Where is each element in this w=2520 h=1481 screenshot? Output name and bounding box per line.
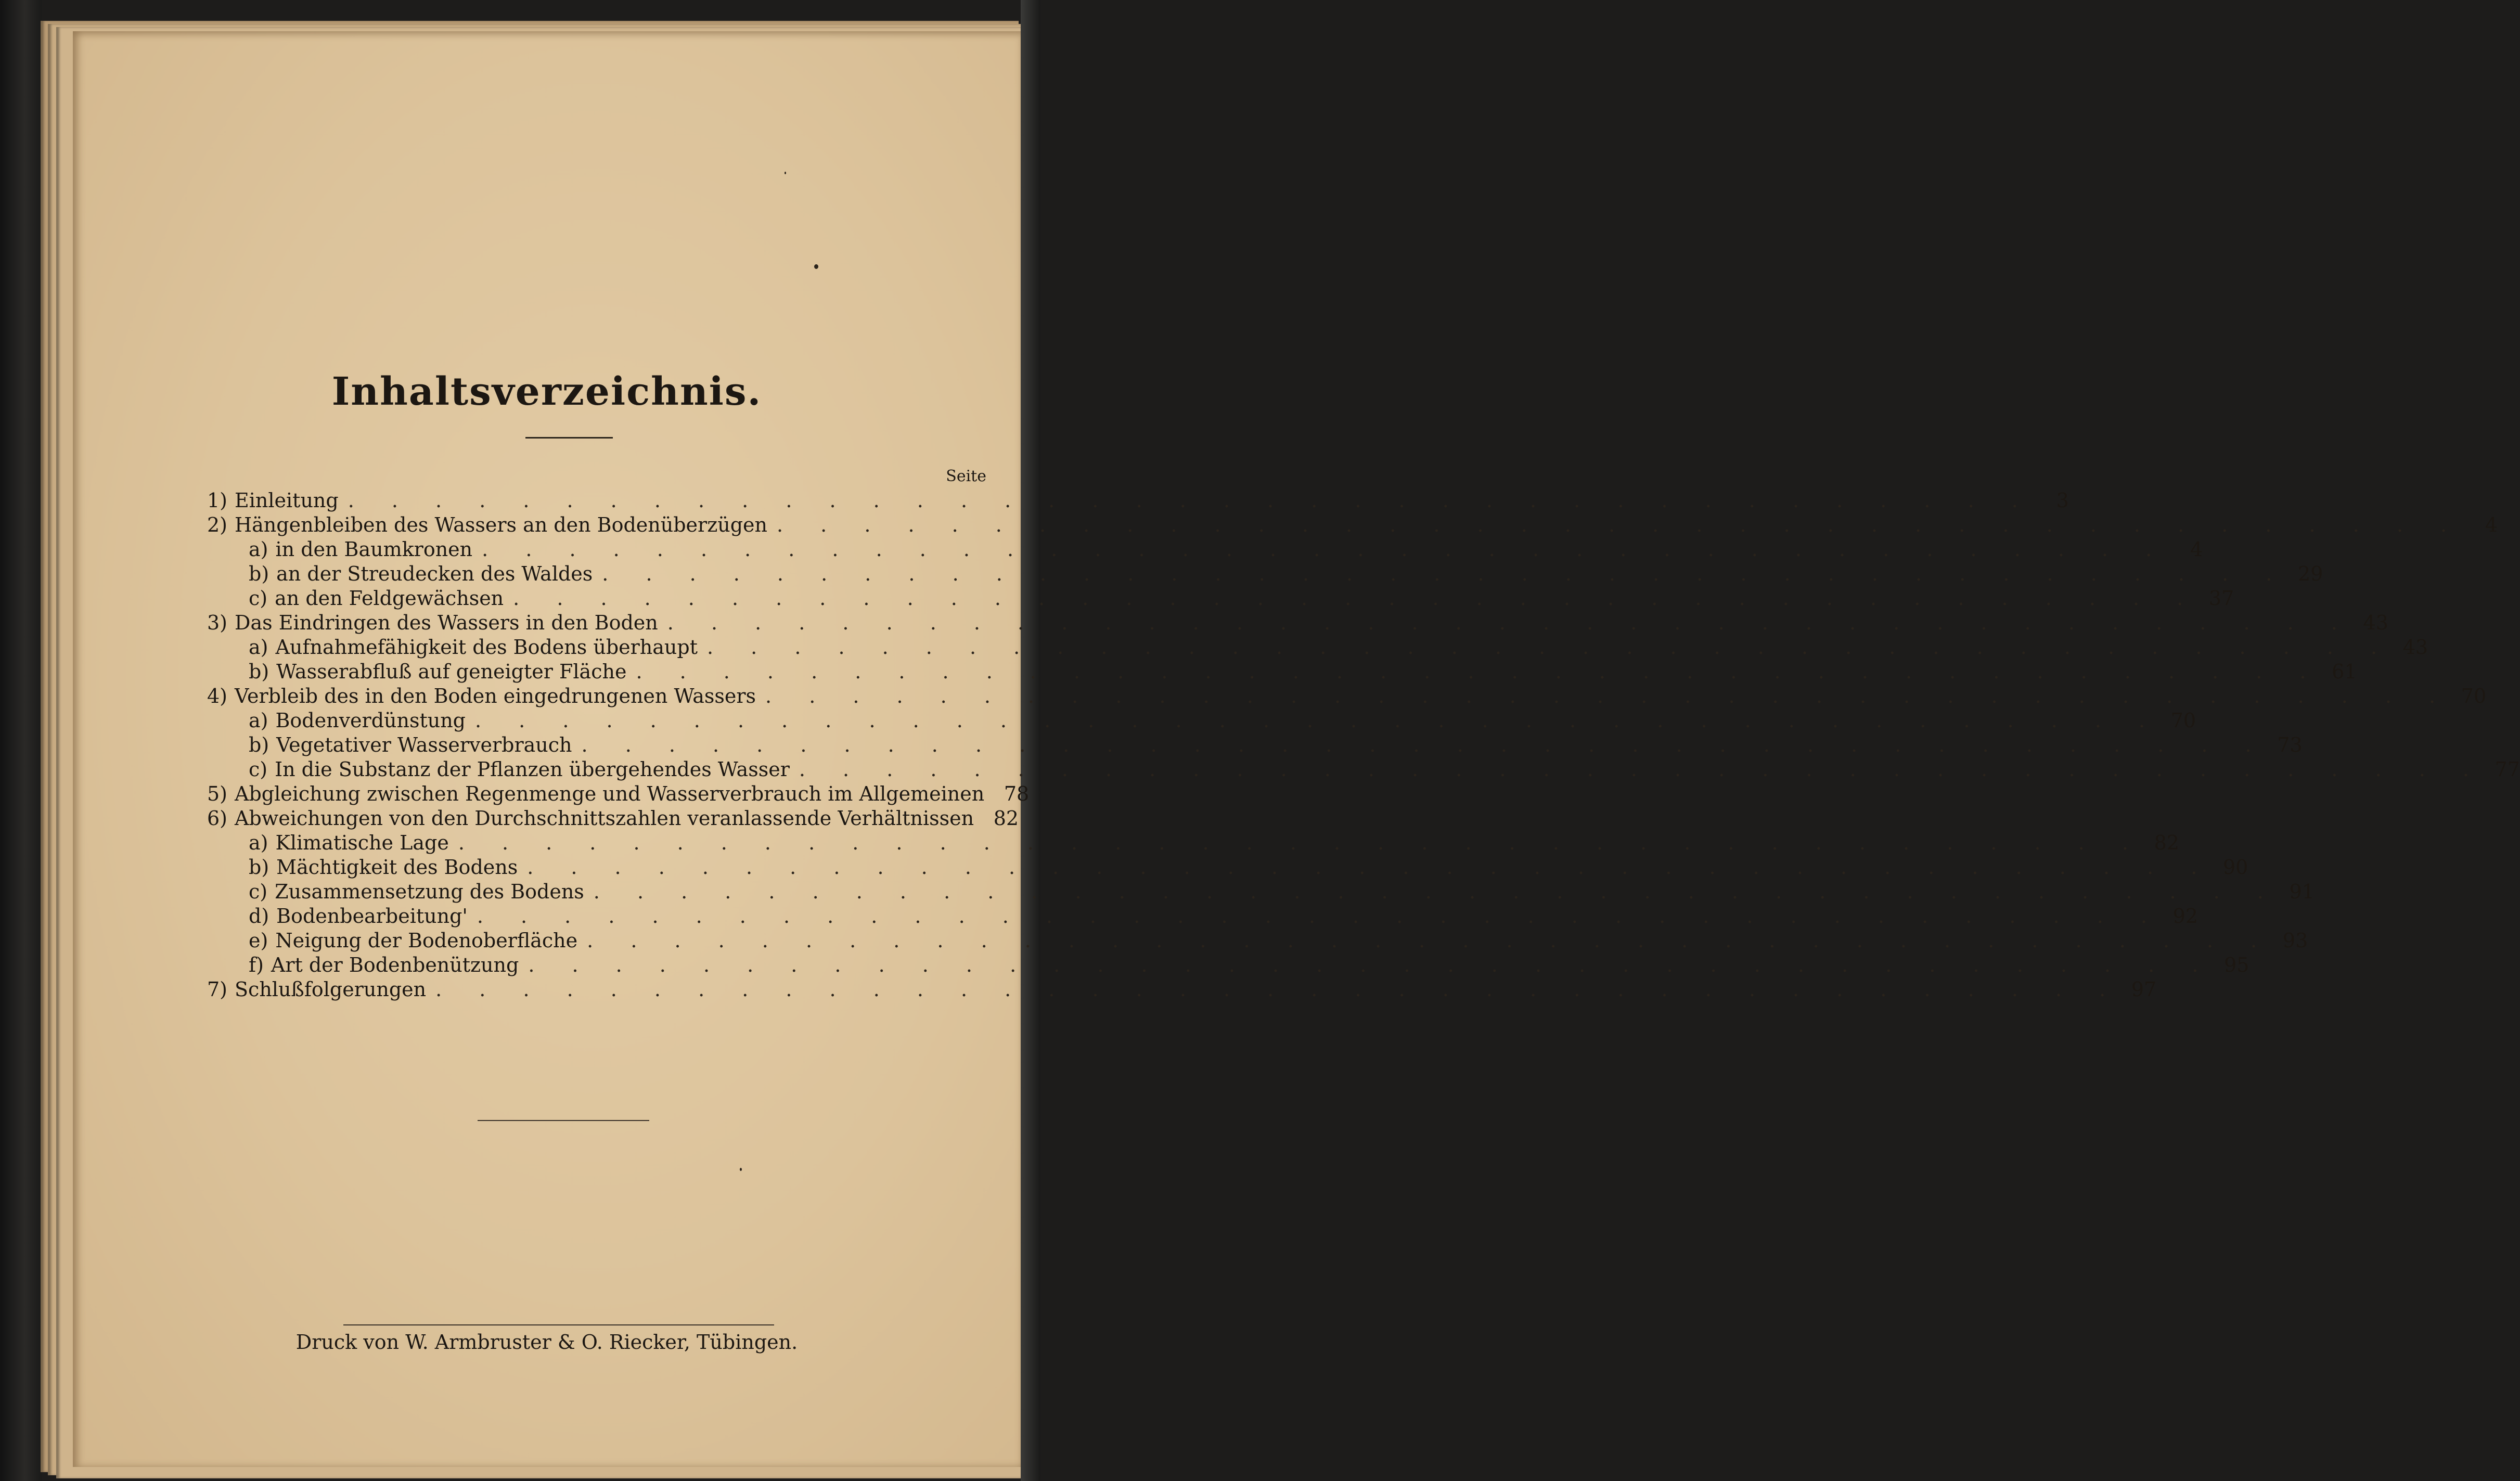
toc-entry-page: 3 [2056, 489, 2069, 512]
toc-entry-page: 82 [2154, 831, 2179, 854]
toc-entry [207, 587, 2234, 611]
toc-dot-leader: . . . . . . . . . . . . . . . . . . . . . . . . . . . . . . . . . . . . . . . [458, 831, 2144, 854]
toc-dot-leader: . . . . . . . . . . . . . . . . . . . . . . . . . . . . . . . . . . . . . . . [581, 733, 2267, 756]
toc-entry-page: 43 [2402, 636, 2428, 659]
toc-entry-number: c) [249, 880, 268, 903]
toc-entry-label: Neigung der Bodenoberfläche [275, 929, 578, 952]
toc-entry [207, 807, 1019, 831]
toc-entry [207, 636, 2428, 660]
toc-entry [207, 758, 2520, 782]
toc-entry [207, 538, 2203, 562]
toc-entry [207, 782, 1030, 807]
toc-dot-leader: . . . . . . . . . . . . . . . . . . . . . . . . . . . . . . . . . . . . . . . [482, 538, 2168, 561]
toc-entry-number: 4) [207, 685, 228, 707]
toc-entry-page: 77 [2495, 758, 2520, 781]
toc-entry-number: e) [249, 929, 268, 952]
toc-dot-leader: . . . . . . . . . . . . . . . . . . . . . . . . . . . . . . . . . . . . . . . [477, 905, 2163, 928]
toc-entry [207, 660, 2357, 685]
toc-entry-number: b) [249, 660, 269, 683]
toc-entry [207, 856, 2248, 880]
toc-entry-page: 70 [2461, 685, 2487, 707]
toc-entry-page: 4 [2485, 513, 2498, 536]
toc-entry-label: Das Eindringen des Wassers in den Boden [235, 611, 658, 634]
toc-entry-page: 91 [2289, 880, 2315, 903]
toc-entry-number: a) [249, 831, 268, 854]
toc-entry-page: 92 [2172, 905, 2198, 928]
toc-entry-label: Schlußfolgerungen [235, 978, 427, 1001]
toc-entry [207, 611, 2388, 636]
toc-entry-number: 3) [207, 611, 228, 634]
toc-entry-label: Bodenverdünstung [275, 709, 466, 732]
toc-entry-number: 6) [207, 807, 228, 830]
toc-dot-leader: . . . . . . . . . . . . . . . . . . . . . . . . . . . . . . . . . . . . . . . [667, 611, 2353, 634]
toc-entry-page: 73 [2277, 733, 2303, 756]
toc-entry-number: 7) [207, 978, 228, 1001]
toc-entry-label: Bodenbearbeitung' [276, 905, 468, 928]
toc-entry-page: 4 [2190, 538, 2203, 561]
toc-entry-number: a) [249, 538, 268, 561]
printer-imprint: Druck von W. Armbruster & O. Riecker, Tübingen. [295, 1331, 798, 1354]
toc-entry-number: a) [249, 636, 268, 659]
toc-dot-leader: . . . . . . . . . . . . . . . . . . . . . . . . . . . . . . . . . . . . . . . [593, 880, 2279, 903]
ink-speck [814, 264, 818, 269]
toc-entry [207, 513, 2498, 538]
toc-entry [207, 880, 2315, 905]
toc-entry-number: b) [249, 562, 269, 585]
toc-dot-leader: . . . . . . . . . . . . . . . . . . . . . . . . . . . . . . . . . . . . . . . [348, 489, 2034, 512]
toc-entry-number: 1) [207, 489, 228, 512]
toc-entry-page: 29 [2298, 562, 2323, 585]
toc-entry-number: b) [249, 856, 269, 879]
toc-entry-page: 43 [2363, 611, 2388, 634]
imprint-divider [343, 1324, 774, 1325]
toc-entry-page: 37 [2208, 587, 2234, 610]
toc-entry-number: 5) [207, 782, 228, 805]
toc-entry [207, 709, 2196, 733]
toc-entry [207, 685, 2487, 709]
toc-dot-leader: . . . . . . . . . . . . . . . . . . . . . . . . . . . . . . . . . . . . . . . [527, 856, 2213, 879]
toc-dot-leader: . . . . . . . . . . . . . . . . . . . . . . . . . . . . . . . . . . . . . . . [636, 660, 2322, 683]
toc-entry-label: Einleitung [235, 489, 339, 512]
ink-speck [785, 172, 786, 174]
toc-dot-leader: . . . . . . . . . . . . . . . . . . . . . . . . . . . . . . . . . . . . . . . [765, 685, 2451, 707]
toc-dot-leader: . . . . . . . . . . . . . . . . . . . . . . . . . . . . . . . . . . . . . . . [602, 562, 2288, 585]
toc-entry [207, 562, 2323, 587]
book-cover-edge [0, 0, 42, 1481]
toc-entry [207, 831, 2179, 856]
toc-entry-page: 97 [2131, 978, 2157, 1001]
toc-entry-label: Wasserabfluß auf geneigter Fläche [276, 660, 627, 683]
toc-entry-number: c) [249, 758, 268, 781]
toc-dot-leader: . . . . . . . . . . . . . . . . . . . . . . . . . . . . . . . . . . . . . . . [528, 954, 2214, 976]
toc-dot-leader: . . . . . . . . . . . . . . . . . . . . . . . . . . . . . . . . . . . . . . . [587, 929, 2273, 952]
toc-entry-label: an der Streudecken des Waldes [276, 562, 593, 585]
toc-entry-label: Aufnahmefähigkeit des Bodens überhaupt [275, 636, 698, 659]
table-of-contents [207, 489, 2520, 1002]
toc-dot-leader: . . . . . . . . . . . . . . . . . . . . . . . . . . . . . . . . . . . . . . . [799, 758, 2485, 781]
toc-entry-label: Abgleichung zwischen Regenmenge und Wasserverbrauch im Allgemeinen [235, 782, 985, 805]
toc-entry-page: 61 [2332, 660, 2357, 683]
toc-entry-number: f) [249, 954, 264, 976]
section-divider [478, 1120, 649, 1121]
toc-dot-leader: . . . . . . . . . . . . . . . . . . . . . . . . . . . . . . . . . . . . . . . [707, 636, 2393, 659]
toc-entry-number: 2) [207, 513, 228, 536]
toc-entry-label: Mächtigkeit des Bodens [276, 856, 518, 879]
toc-entry-label: Abweichungen von den Durchschnittszahlen veranlassende Verhältnissen [235, 807, 974, 830]
toc-entry [207, 905, 2198, 929]
toc-entry-page: 95 [2224, 954, 2249, 976]
toc-dot-leader: . . . . . . . . . . . . . . . . . . . . . . . . . . . . . . . . . . . . . . . [513, 587, 2199, 610]
toc-entry [207, 954, 2249, 978]
page-title: Inhaltsverzeichnis. [331, 369, 762, 414]
toc-entry-page: 78 [1004, 782, 1030, 805]
toc-entry [207, 929, 2308, 954]
toc-entry-number: a) [249, 709, 268, 732]
toc-entry-page: 93 [2282, 929, 2308, 952]
toc-entry-page: 82 [993, 807, 1019, 830]
toc-dot-leader: . . . . . . . . . . . . . . . . . . . . . . . . . . . . . . . . . . . . . . . [777, 513, 2463, 536]
toc-entry-page: 70 [2170, 709, 2196, 732]
toc-entry-label: in den Baumkronen [275, 538, 473, 561]
toc-entry-label: an den Feldgewächsen [275, 587, 504, 610]
toc-entry-label: Vegetativer Wasserverbrauch [276, 733, 572, 756]
ink-speck [740, 1168, 742, 1171]
toc-entry [207, 733, 2303, 758]
toc-entry-number: d) [249, 905, 269, 928]
toc-entry-label: Hängenbleiben des Wassers an den Bodenüberzügen [235, 513, 767, 536]
toc-entry-label: Art der Bodenbenützung [271, 954, 519, 976]
document-page [73, 31, 2520, 1467]
page-column-header: Seite [946, 467, 986, 485]
toc-entry-page: 90 [2222, 856, 2248, 879]
toc-entry-number: b) [249, 733, 269, 756]
toc-entry [207, 489, 2069, 513]
toc-entry-label: In die Substanz der Pflanzen übergehendes Wasser [275, 758, 790, 781]
toc-entry [207, 978, 2157, 1002]
toc-entry-label: Zusammensetzung des Bodens [275, 880, 584, 903]
toc-entry-label: Klimatische Lage [275, 831, 449, 854]
toc-dot-leader: . . . . . . . . . . . . . . . . . . . . . . . . . . . . . . . . . . . . . . . [475, 709, 2161, 732]
title-divider [525, 437, 613, 439]
toc-entry-label: Verbleib des in den Boden eingedrungenen Wassers [235, 685, 756, 707]
toc-dot-leader: . . . . . . . . . . . . . . . . . . . . . . . . . . . . . . . . . . . . . . . [435, 978, 2122, 1001]
toc-entry-number: c) [249, 587, 268, 610]
